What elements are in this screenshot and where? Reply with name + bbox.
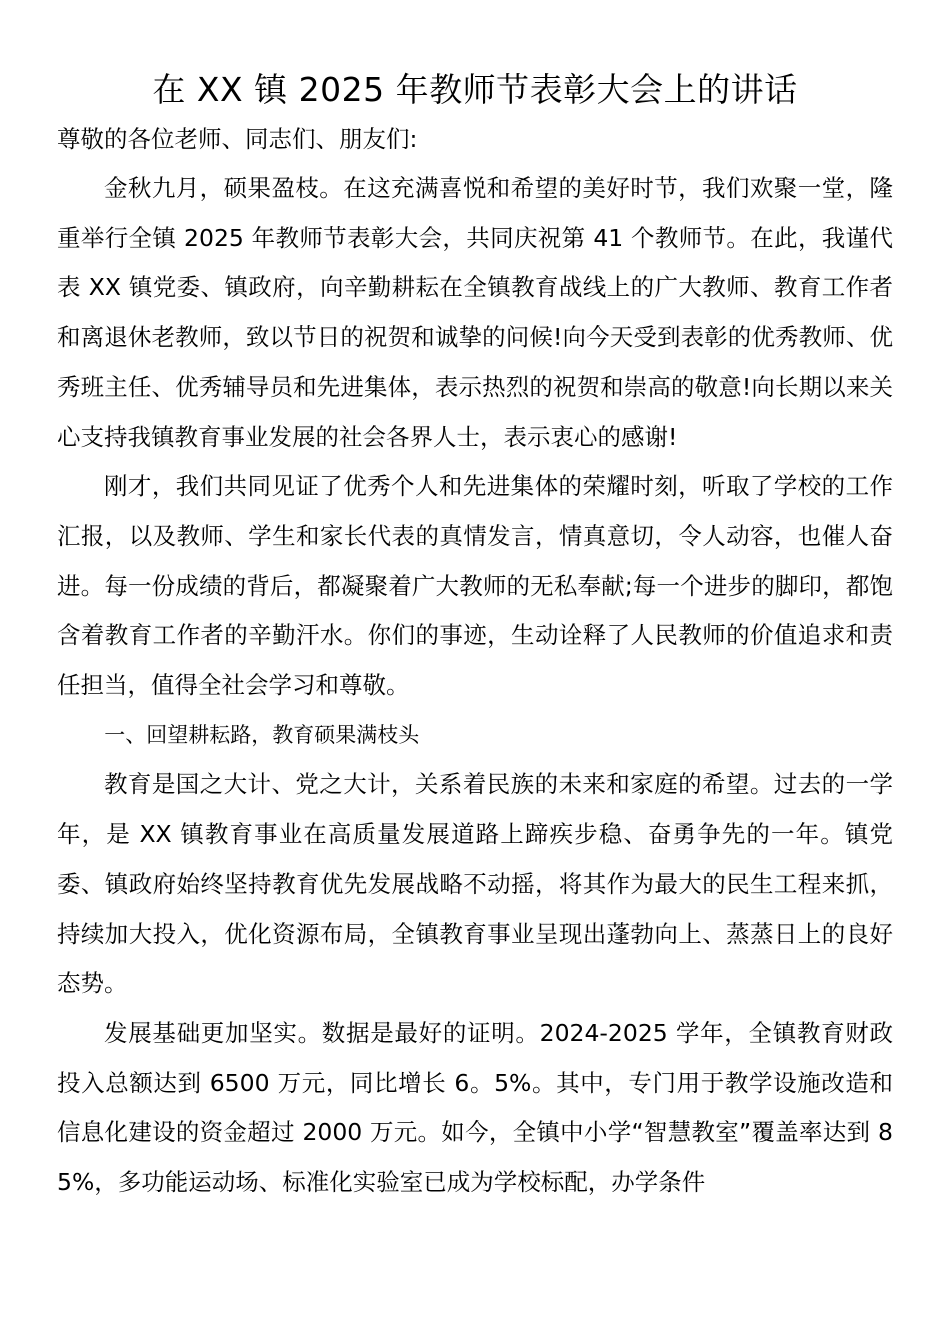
document-body — [57, 114, 893, 1208]
section-heading: 一、回望耕耘路，教育硕果满枝头 — [104, 722, 420, 747]
paragraph-education-importance: 教育是国之大计、党之大计，关系着民族的未来和家庭的希望。过去的一学年，是 XX 镇教育事业在高质量发展道路上蹄疾步稳、奋勇争先的一年。镇党委、镇政府始终坚持教育优先发展战略不动摇，将其作为最大的民生工程来抓，持续加大投入，优化资源布局，全镇教育事业呈现出蓬勃向上、蒸蒸日上的良好态势。 — [57, 770, 893, 998]
paragraph-opening: 金秋九月，硕果盈枝。在这充满喜悦和希望的美好时节，我们欢聚一堂，隆重举行全镇 2025 年教师节表彰大会，共同庆祝第 41 个教师节。在此，我谨代表 XX 镇党委、镇政府，向辛勤耕耘在全镇教育战线上的广大教师、教育工作者和离退休老教师，致以节日的祝贺和诚挚的问候!向今天受到表彰的优秀教师、优秀班主任、优秀辅导员和先进集体，表示热烈的祝贺和崇高的敬意!向长期以来关心支持我镇教育事业发展的社会各界人士，表示衷心的感谢! — [57, 174, 893, 451]
salutation: 尊敬的各位老师、同志们、朋友们: — [57, 125, 418, 153]
paragraph-development-foundation: 发展基础更加坚实。数据是最好的证明。2024-2025 学年，全镇教育财政投入总额达到 6500 万元，同比增长 6。5%。其中，专门用于教学设施改造和信息化建设的资金超过 2000 万元。如今，全镇中小学“智慧教室”覆盖率达到 85%，多功能运动场、标准化实验室已成为学校标配，办学条件 — [57, 1018, 893, 1197]
document-title: 在 XX 镇 2025 年教师节表彰大会上的讲话 — [152, 70, 798, 109]
paragraph-reflection: 刚才，我们共同见证了优秀个人和先进集体的荣耀时刻，听取了学校的工作汇报，以及教师、学生和家长代表的真情发言，情真意切，令人动容，也催人奋进。每一份成绩的背后，都凝聚着广大教师的无私奉献;每一个进步的脚印，都饱含着教育工作者的辛勤汗水。你们的事迹，生动诠释了人民教师的价值追求和责任担当，值得全社会学习和尊敬。 — [57, 472, 893, 700]
